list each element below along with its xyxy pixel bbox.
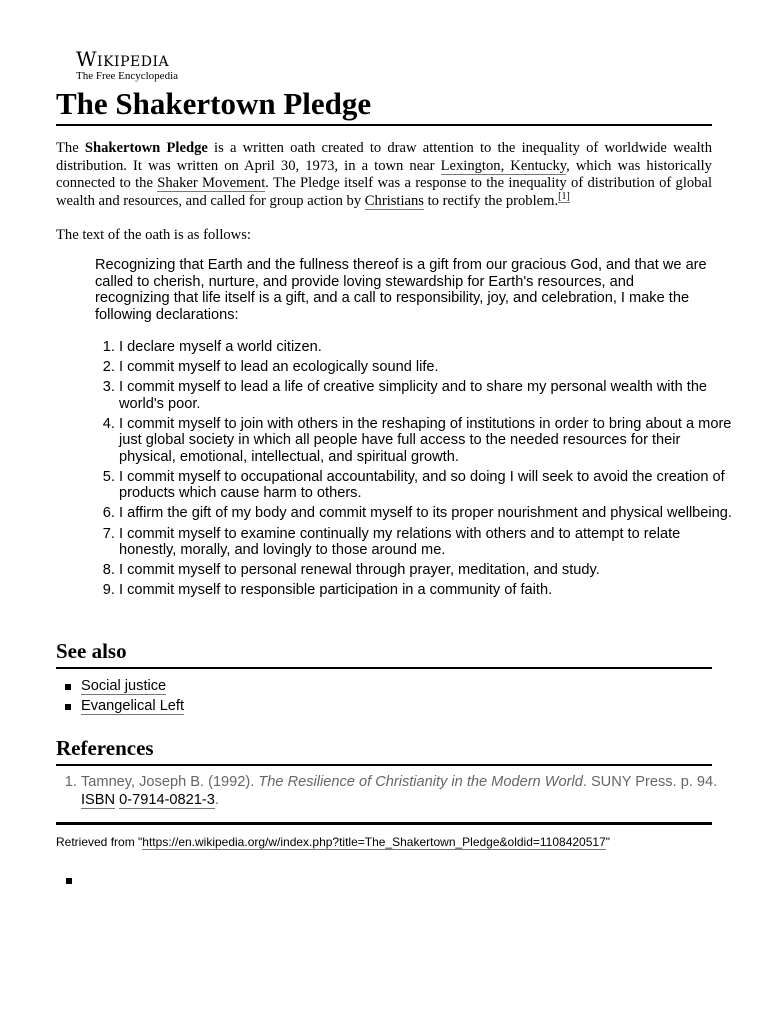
declaration-item: 2. I commit myself to lead an ecologically sound life. <box>119 359 736 376</box>
intro-text: to rectify the problem. <box>423 192 559 209</box>
see-also-list <box>56 676 184 716</box>
intro-text: . The Pledge itself was a response to the inequality of distribution of global wealth and resources, and called for group action by <box>56 175 713 209</box>
reference-item <box>81 774 737 809</box>
declaration-item: 9. I commit myself to responsible participation in a community of faith. <box>119 582 736 599</box>
declaration-item: 5. I commit myself to occupational accountability, and so doing I will seek to avoid the creation of products which cause harm to others. <box>119 469 736 502</box>
link-christians[interactable]: Christians <box>364 192 424 209</box>
isbn-label-link[interactable]: ISBN <box>81 791 116 808</box>
retrieved-url-link[interactable]: https://en.wikipedia.org/w/index.php?title=The_Shakertown_Pledge&oldid=1108420517 <box>142 835 606 849</box>
reference-author: Tamney, Joseph B. (1992). <box>81 774 259 790</box>
retrieved-from <box>56 834 610 850</box>
link-lexington-kentucky[interactable]: Lexington, Kentucky <box>440 157 567 174</box>
link-social-justice[interactable]: Social justice <box>81 678 167 694</box>
see-also-item <box>81 696 184 716</box>
declarations-list <box>95 339 736 602</box>
declaration-item: 8. I commit myself to personal renewal through prayer, meditation, and study. <box>119 562 736 579</box>
declaration-item: 4. I commit myself to join with others in the reshaping of institutions in order to bring about a more just global society in which all people have full access to the needed resources for their physical, emotional, intellectual, and spiritual growth. <box>119 416 736 466</box>
references-heading: References <box>56 735 712 766</box>
declaration-item: 6. I affirm the gift of my body and commit myself to its proper nourishment and physical wellbeing. <box>119 505 736 522</box>
oath-quote: Recognizing that Earth and the fullness thereof is a gift from our gracious God, and that we are called to cherish, nurture, and provide loving stewardship for Earth's resources, and recognizing that life itself is a gift, and a call to responsibility, joy, and celebration, I make the following declarations: <box>95 257 707 323</box>
reference-publisher: . SUNY Press. p. 94. <box>582 774 718 790</box>
reference-end: . <box>214 791 219 808</box>
retrieved-prefix: Retrieved from " <box>56 835 143 849</box>
bullet-marker <box>66 878 72 884</box>
isbn-number-link[interactable]: 0-7914-0821-3 <box>119 791 215 808</box>
page-title: The Shakertown Pledge <box>56 86 712 126</box>
logo-tagline: The Free Encyclopedia <box>76 70 179 82</box>
intro-text: is a written oath created to draw attention to the inequality of worldwide wealth distribution. It was written on April 30, 1973, in a town near <box>56 140 712 174</box>
intro-paragraph <box>56 140 712 210</box>
logo-wordmark: Wikipedia <box>76 47 170 71</box>
wikipedia-logo[interactable] <box>76 48 178 82</box>
retrieved-suffix: " <box>605 835 611 849</box>
declaration-item: 1. I declare myself a world citizen. <box>119 339 736 356</box>
oath-lead-text: The text of the oath is as follows: <box>56 227 251 243</box>
see-also-item <box>81 676 184 696</box>
intro-text: The <box>56 140 85 156</box>
link-evangelical-left[interactable]: Evangelical Left <box>81 698 185 714</box>
intro-bold-term: Shakertown Pledge <box>84 140 208 156</box>
declaration-item: 7. I commit myself to examine continually my relations with others and to attempt to relate honestly, morally, and lovingly to those around me. <box>119 526 736 559</box>
reference-title: The Resilience of Christianity in the Modern World <box>258 774 583 790</box>
intro-text: , which was historically connected to the <box>56 157 712 191</box>
references-list <box>56 774 737 809</box>
declaration-item: 3. I commit myself to lead a life of creative simplicity and to share my personal wealth with the world's poor. <box>119 379 736 412</box>
citation-1-link[interactable]: [1] <box>558 190 570 202</box>
footer-divider <box>56 822 712 825</box>
link-shaker-movement[interactable]: Shaker Movement <box>157 175 266 191</box>
see-also-heading: See also <box>56 638 712 669</box>
